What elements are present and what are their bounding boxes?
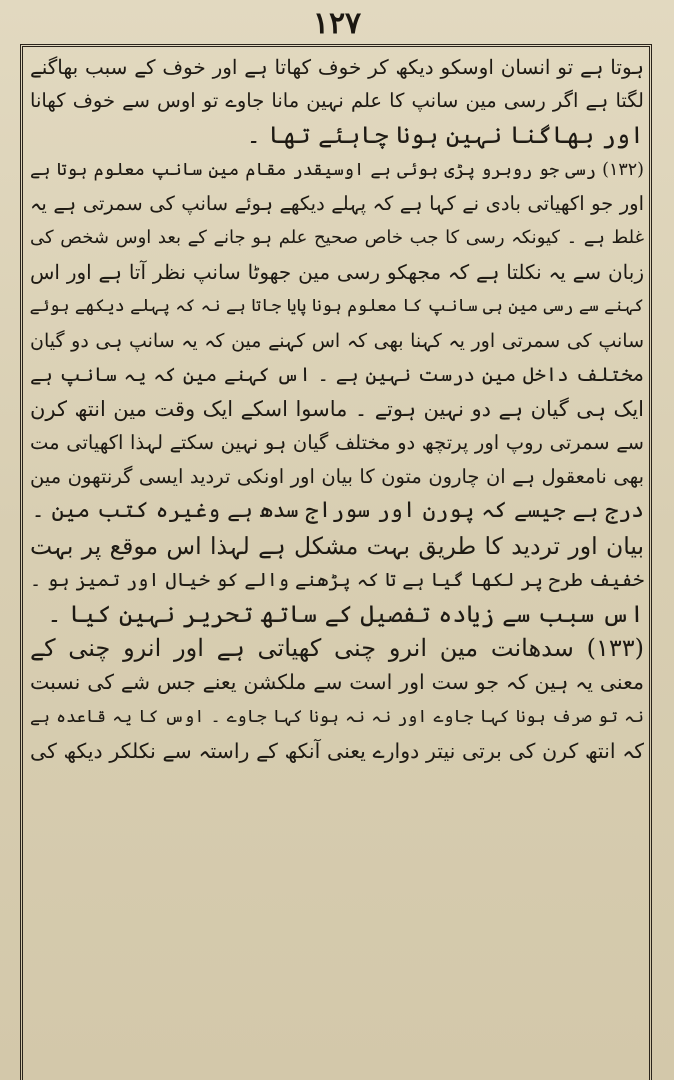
text-line-16: خفیف طرح پر لکھا گیا ہے تا کہ پڑھنے والے کو خیال اور تمیز ہو ۔ <box>30 568 644 591</box>
text-line-7: زبان سے یہ نکلتا ہے کہ مجھکو رسی مین جھوٹا سانپ نظر آتا ہے اور اس <box>30 260 644 285</box>
text-line-3: اور بھاگنا نہین ہونا چاہئے تھا ۔ <box>246 121 644 150</box>
text-line-20: نہ تو صرف ہونا کہا جاوے اور نہ نہ ہونا کہا جاوے ۔ اوس کا یہ قاعدہ ہے <box>30 706 644 727</box>
text-line-21: کہ انتھ کرن کی برتی نیتر دوارے یعنی آنکھ کے راستہ سے نکلکر دیکھ کی <box>30 738 644 763</box>
text-line-17: اس سبب سے زیادہ تفصیل کے ساتھ تحریر نہین کیا ۔ <box>47 600 644 628</box>
text-line-19: معنی یہ ہین کہ جو ست اور است سے ملکشن یعنے جس شے کی نسبت <box>30 670 644 695</box>
text-line-2: لگتا ہے اگر رسی مین سانپ کا علم نہین مانا جاوے تو اوس سے خوف کھانا <box>30 89 644 113</box>
text-line-13: بھی نامعقول ہے ان چارون متون کا بیان اور اونکی تردید ایسی گرنتھون مین <box>30 465 644 489</box>
text-line-4: (۱۳۲) رسی جو روبرو پڑی ہوئی ہے اوسیقدر مقام مین سانپ معلوم ہوتا ہے <box>30 159 644 180</box>
text-line-14: درج ہے جیسے کہ پورن اور سوراج سدھ ہے وغیرہ کتب مین ۔ <box>31 498 644 524</box>
text-line-18: (۱۳۳) سدھانت مین انرو چنی کھیاتی ہے اور انرو چنی کے <box>30 634 644 663</box>
text-line-9: سانپ کی سمرتی اور یہ کہنا بھی کہ اس کہنے مین کہ یہ سانپ ہی دو گیان <box>30 329 644 352</box>
text-line-1: ہوتا ہے تو انسان اوسکو دیکھ کر خوف کھاتا ہے اور خوف کے سبب بھاگنے <box>30 55 644 79</box>
page-number: ۱۲۷ <box>312 6 362 41</box>
text-line-12: سے سمرتی روپ اور پرتچھ دو مختلف گیان ہو نہین سکتے لہذا اکھیاتی مت <box>30 431 644 455</box>
text-line-5: اور جو اکھیاتی بادی نے کہا ہے کہ پہلے دیکھے ہوئے سانپ کی سمرتی ہے یہ <box>30 191 644 215</box>
urdu-text-block <box>30 50 644 1076</box>
text-line-11: ایک ہی گیان ہے دو نہین ہوتے ۔ ماسوا اسکے ایک وقت مین انتھ کرن <box>30 396 644 421</box>
text-line-8: کہنے سے رسی مین ہی سانپ کا معلوم ہونا پایا جاتا ہے نہ کہ پہلے دیکھے ہوئے <box>30 296 644 317</box>
text-line-15: بیان اور تردید کا طریق بہت مشکل ہے لہذا اس موقع پر بہت <box>30 531 644 560</box>
text-line-10: مختلف داخل مین درست نہین ہے ۔ اس کہنے مین کہ یہ سانپ ہے <box>30 362 644 386</box>
text-line-6: غلط ہے ۔ کیونکہ رسی کا جب خاص صحیح علم ہو جانے کے بعد اوس شخص کی <box>30 226 644 248</box>
